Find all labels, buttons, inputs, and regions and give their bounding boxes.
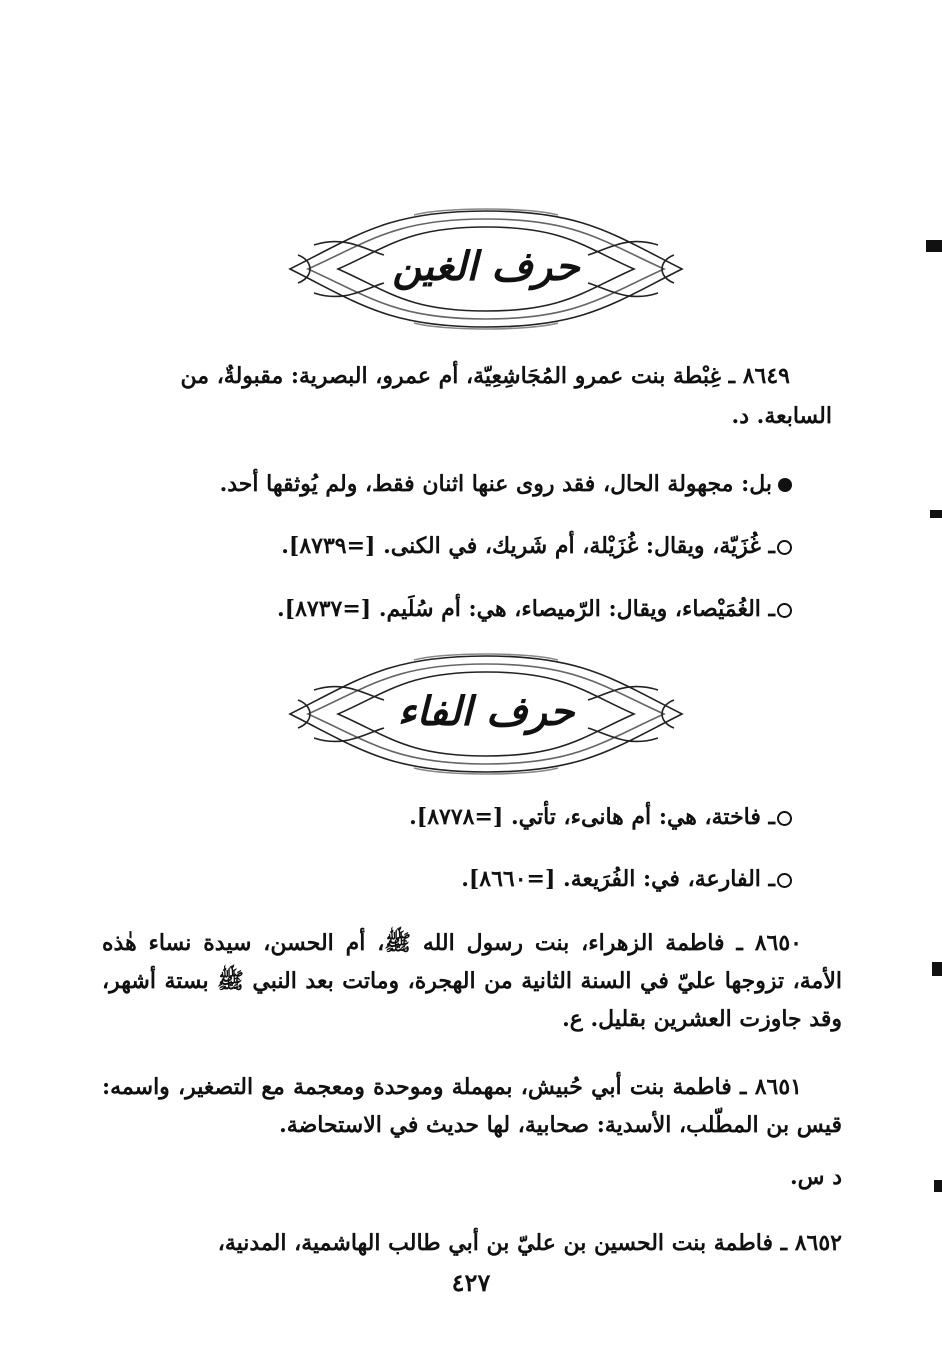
xref-text: ـ غُزَيّة، ويقال: غُزَيْلة، أم شَريك، في الكنى. [=٨٧٣٩]. (281, 533, 775, 559)
entry-8650: ٨٦٥٠ ـ فاطمة الزهراء، بنت رسول الله ﷺ، أم الحسن، سيدة نساء هٰذه الأمة، تزوجها عليّ في السنة الثانية من الهجرة، وماتت بعد النبي ﷺ بستة أشهر، وقد جاوزت العشرين بقليل. ع. (102, 930, 842, 1032)
page-number: ٤٢٧ (451, 1268, 491, 1297)
note-text: بل: مجهولة الحال، فقد روى عنها اثنان فقط، ولم يُوثقها أحد. (219, 471, 772, 497)
xref-fariaa (461, 860, 792, 898)
scan-edge-mark (932, 962, 942, 976)
section-header-ghayn (284, 205, 688, 333)
entry-8652: ٨٦٥٢ ـ فاطمة بنت الحسين بن عليّ بن أبي طالب الهاشمية، المدنية، (217, 1230, 842, 1256)
header-title: حرف الغين (392, 243, 580, 290)
xref-ghuzayya (281, 527, 792, 565)
xref-ghumaysa (277, 590, 792, 628)
xref-text: ـ الفارعة، في: الفُرَيعة. [=٨٦٦٠]. (461, 866, 775, 892)
ring-bullet-icon (777, 873, 792, 888)
xref-text: ـ فاختة، هي: أم هانىء، تأتي. [=٨٧٧٨]. (409, 804, 775, 830)
entry-8649-line1: ٨٦٤٩ ـ غِبْطة بنت عمرو المُجَاشِعِيّة، أم عمرو، البصرية: مقبولةٌ، من (180, 363, 790, 389)
xref-fakhita (409, 798, 792, 836)
scan-edge-mark (934, 1180, 942, 1192)
xref-text: ـ الغُمَيْصاء، ويقال: الرّميصاء، هي: أم سُلَيم. [=٨٧٣٧]. (277, 596, 775, 622)
section-header-fa (284, 650, 688, 778)
ring-bullet-icon (777, 603, 792, 618)
scan-edge-mark (930, 510, 942, 518)
header-title: حرف الفاء (397, 688, 575, 735)
entry-8649-line2: السابعة. د. (731, 403, 832, 429)
ring-bullet-icon (777, 811, 792, 826)
entry-8651-sigla: د س. (790, 1164, 842, 1190)
filled-bullet-icon (778, 478, 792, 492)
scan-edge-mark (926, 240, 942, 252)
note-bal (220, 465, 792, 503)
entry-8651: ٨٦٥١ ـ فاطمة بنت أبي حُبيش، بمهملة وموحدة ومعجمة مع التصغير، واسمه: قيس بن المطّلب، الأسدية: صحابية، لها حديث في الاستحاضة. (102, 1074, 842, 1138)
ring-bullet-icon (777, 540, 792, 555)
